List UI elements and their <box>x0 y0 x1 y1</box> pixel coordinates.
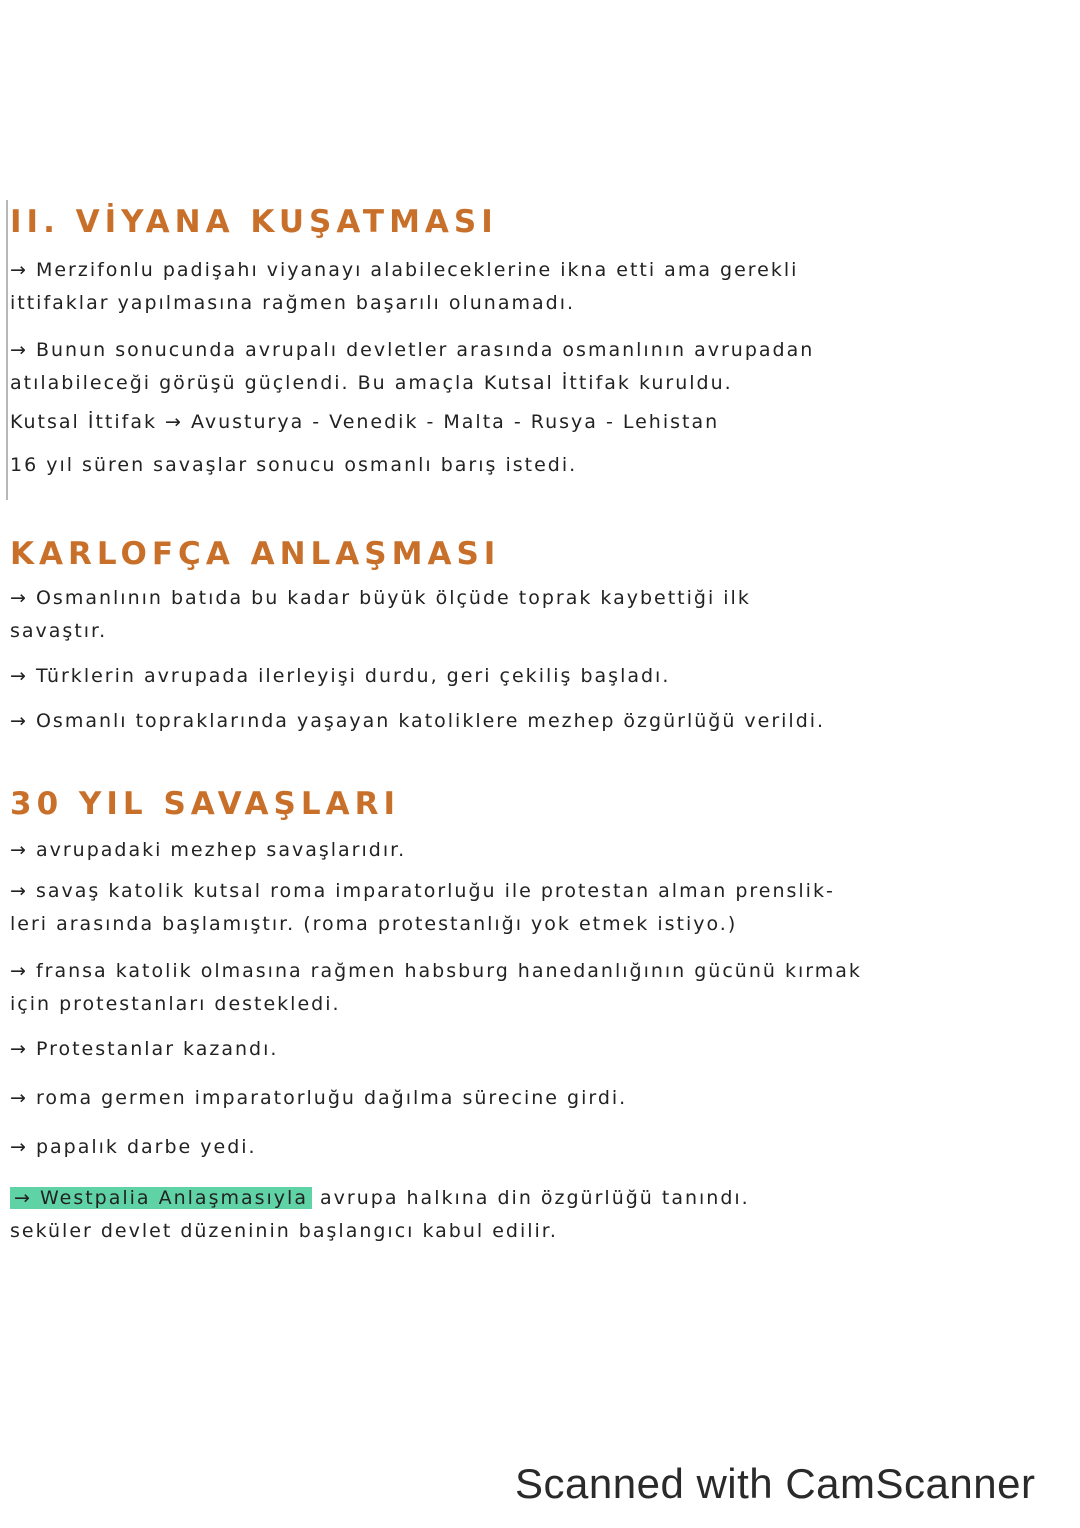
section-30-yil <box>10 784 1065 1248</box>
text-line: atılabileceği görüşü güçlendi. Bu amaçla Kutsal İttifak kuruldu. <box>10 372 733 394</box>
text-line: ittifaklar yapılmasına rağmen başarılı olunamadı. <box>10 292 576 314</box>
margin-rule <box>6 200 8 500</box>
text-fragment: avrupa halkına din özgürlüğü tanındı. <box>311 1187 750 1209</box>
text-line: → roma germen imparatorluğu dağılma sürecine girdi. <box>10 1087 628 1109</box>
text-line: → Protestanlar kazandı. <box>10 1038 279 1060</box>
text-line: → Osmanlı topraklarında yaşayan katoliklere mezhep özgürlüğü verildi. <box>10 710 826 732</box>
highlighted-term: → Westpalia Anlaşmasıyla <box>10 1187 312 1209</box>
section-title: KARLOFÇA ANLAŞMASI <box>10 536 501 572</box>
text-line: savaştır. <box>10 620 108 642</box>
text-line: → Türklerin avrupada ilerleyişi durdu, geri çekiliş başladı. <box>10 665 671 687</box>
text-line: seküler devlet düzeninin başlangıcı kabul edilir. <box>10 1220 558 1242</box>
text-line: → fransa katolik olmasına rağmen habsburg hanedanlığının gücünü kırmak <box>10 960 862 982</box>
text-line: leri arasında başlamıştır. (roma protestanlığı yok etmek istiyo.) <box>10 913 738 935</box>
text-line: Kutsal İttifak → Avusturya - Venedik - Malta - Rusya - Lehistan <box>10 411 720 433</box>
section-title: II. VİYANA KUŞATMASI <box>10 204 498 240</box>
section-karlofca <box>10 534 1065 738</box>
text-line: → avrupadaki mezhep savaşlarıdır. <box>10 839 407 861</box>
text-line: için protestanları destekledi. <box>10 993 341 1015</box>
section-title: 30 YIL SAVAŞLARI <box>10 786 401 822</box>
text-line: → savaş katolik kutsal roma imparatorluğu ile protestan alman prenslik- <box>10 880 835 902</box>
text-line: → Bunun sonucunda avrupalı devletler arasında osmanlının avrupadan <box>10 339 815 361</box>
text-line: → Merzifonlu padişahı viyanayı alabileceklerine ikna etti ama gerekli <box>10 259 799 281</box>
text-line-highlighted <box>10 1182 1065 1215</box>
section-viyana <box>10 202 1065 482</box>
text-line: → Osmanlının batıda bu kadar büyük ölçüde toprak kaybettiği ilk <box>10 587 751 609</box>
camscanner-watermark: Scanned with CamScanner <box>515 1460 1036 1507</box>
text-line: 16 yıl süren savaşlar sonucu osmanlı barış istedi. <box>10 454 578 476</box>
text-line: → papalık darbe yedi. <box>10 1136 257 1158</box>
